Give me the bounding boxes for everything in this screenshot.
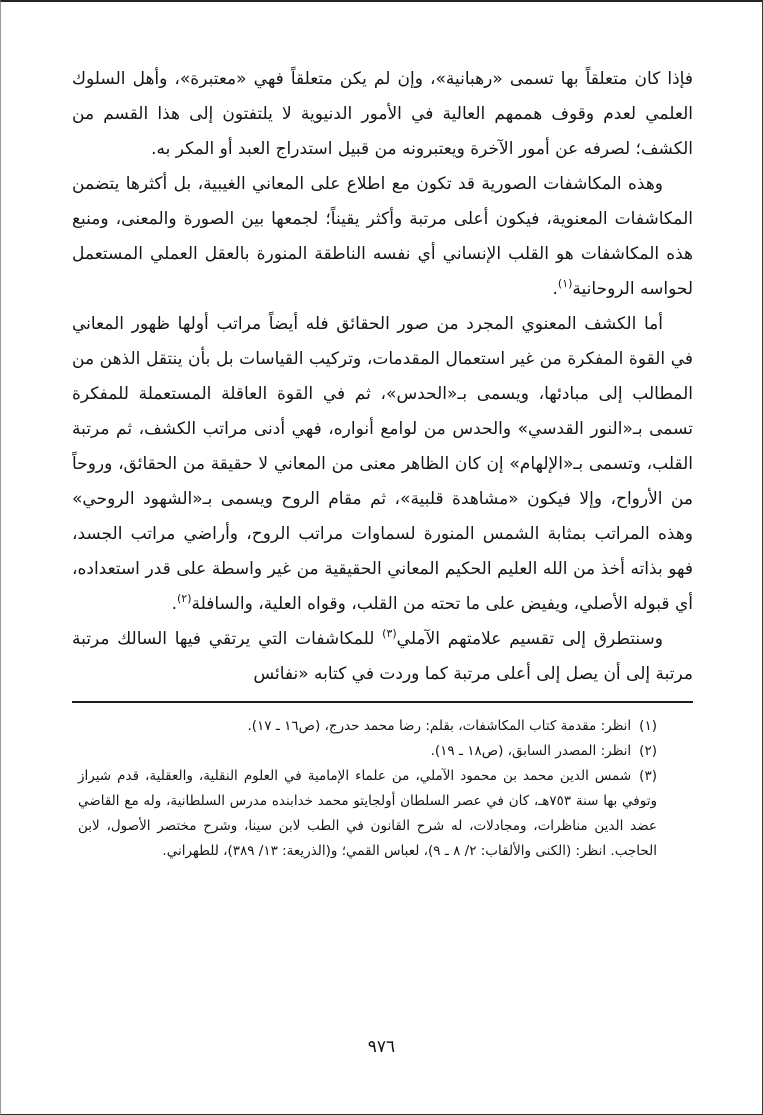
page-number: ٩٧٦: [367, 1037, 396, 1057]
footnote-separator: [72, 701, 693, 703]
paragraph-tail: .: [552, 279, 558, 299]
footnote-2: [78, 739, 657, 764]
footnote-3-text: شمس الدين محمد بن محمود الآملي، من علماء الإمامية في العلوم النقلية، والعقلية، قدم شيراز وتوفي بها سنة ٧٥٣هـ، كان في عصر السلطان أولجايتو محمد خدابنده مدرس السلطانية، وله مع القاضي عضد الدين مناظرات، ومجادلات، له شرح القانون في الطب لابن سينا، وشرح مختصر الأصول، لابن الحاجب. انظر: (الكنى والألقاب: ٢/ ٨ ـ ٩)، لعباس القمي؛ و(الذريعة: ١٣/ ٣٨٩)، للطهراني.: [78, 768, 657, 859]
paragraph-3: [72, 307, 693, 622]
footnote-3: [78, 764, 657, 864]
footnote-2-text: انظر: المصدر السابق، (ص١٨ ـ ١٩).: [430, 743, 632, 759]
paragraph-4: [72, 622, 693, 692]
footnotes-section: [72, 714, 693, 864]
footnote-2-marker: (٢): [639, 743, 657, 759]
footnote-ref-3: (٣): [382, 627, 397, 640]
paragraph-tail: للمكاشفات التي يرتقي فيها السالك مرتبة مرتبة إلى أن يصل إلى أعلى مرتبة كما وردت في كتابه «نفائس: [72, 629, 693, 684]
paragraph-text: فإذا كان متعلقاً بها تسمى «رهبانية»، وإن لم يكن متعلقاً فهي «معتبرة»، وأهل السلوك العلمي لعدم وقوف هممهم العالية في الأمور الدنيوية لا يلتفتون إلى هذا القسم من الكشف؛ لصرفه عن أمور الآخرة ويعتبرونه من قبيل استدراج العبد أو المكر به.: [72, 69, 693, 159]
footnote-ref-1: (١): [557, 277, 573, 290]
paragraph-1: [72, 62, 693, 167]
page-content: [72, 62, 693, 864]
body-text: [72, 62, 693, 692]
paragraph-2: [72, 167, 693, 307]
footnote-ref-2: (٢): [176, 592, 192, 605]
paragraph-tail: .: [171, 594, 177, 614]
paragraph-text: وسنتطرق إلى تقسيم علامتهم الآملي: [396, 629, 663, 649]
footnote-1-text: انظر: مقدمة كتاب المكاشفات، بقلم: رضا محمد حدرج، (ص١٦ ـ ١٧).: [247, 718, 632, 734]
paragraph-text: أما الكشف المعنوي المجرد من صور الحقائق فله أيضاً مراتب أولها ظهور المعاني في القوة المفكرة من غير استعمال المقدمات، وتركيب القياسات بل بأن ينتقل الذهن من المطالب إلى مبادئها، ويسمى بـ«الحدس»، ثم في القوة العاقلة المستعملة للمفكرة تسمى بـ«النور القدسي» والحدس من لوامع أنواره، فهي أدنى مراتب الكشف، ثم مرتبة القلب، وتسمى بـ«الإلهام» إن كان الظاهر معنى من المعاني لا حقيقة من الحقائق، وروحاً من الأرواح، وإلا فيكون «مشاهدة قلبية»، ثم مقام الروح ويسمى بـ«الشهود الروحي» وهذه المراتب بمثابة الشمس المنورة لسماوات مراتب الروح، وأراضي مراتب الجسد، فهو بذاته أخذ من الله العليم الحكيم المعاني الحقيقية من غير واسطة على قدر استعداده، أي قبوله الأصلي، ويفيض على ما تحته من القلب، وقواه العلية، والسافلة: [72, 314, 693, 614]
footnote-1-marker: (١): [639, 718, 657, 734]
paragraph-text: وهذه المكاشفات الصورية قد تكون مع اطلاع على المعاني الغيبية، بل أكثرها يتضمن المكاشفات المعنوية، فيكون أعلى مرتبة وأكثر يقيناً؛ لجمعها بين الصورة والمعنى، ومنبع هذه المكاشفات هو القلب الإنساني أي نفسه الناطقة المنورة بالعقل العملي المستعمل لحواسه الروحانية: [72, 174, 693, 299]
footnote-1: [78, 714, 657, 739]
footnote-3-marker: (٣): [639, 768, 657, 784]
